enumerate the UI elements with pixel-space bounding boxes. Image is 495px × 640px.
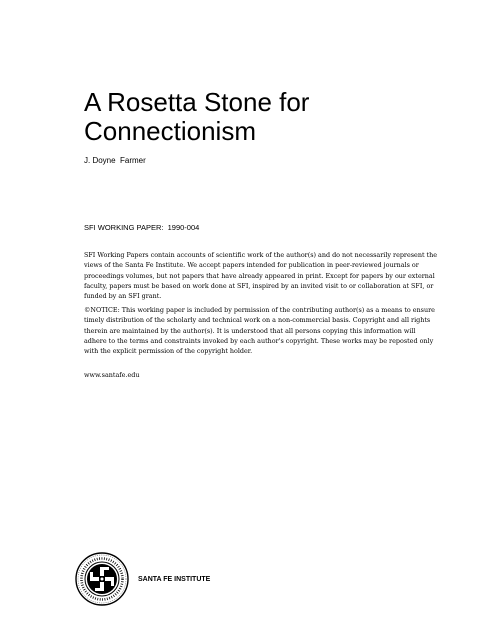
- working-paper-number: SFI WORKING PAPER: 1990-004: [84, 223, 200, 232]
- paper-title-line-1: A Rosetta Stone for: [84, 87, 310, 117]
- paper-title: [84, 88, 464, 146]
- notice-line: ©NOTICE: This working paper is included by permission of the contributing author(s) as a means to ensure: [84, 306, 435, 314]
- disclaimer-line: views of the Santa Fe Institute. We accept papers intended for publication in peer-reviewed journals or: [84, 261, 419, 270]
- disclaimer-line: proceedings volumes, but not papers that have already appeared in print. Except for papers by our external: [84, 271, 435, 280]
- institute-name: SANTA FE INSTITUTE: [138, 576, 211, 583]
- copyright-notice-paragraph: [84, 305, 435, 356]
- disclaimer-paragraph: [84, 250, 438, 301]
- disclaimer-line: SFI Working Papers contain accounts of scientific work of the author(s) and do not necessarily represent the: [84, 251, 438, 259]
- notice-line: therein are maintained by the author(s). It is understood that all persons copying this information will: [84, 326, 416, 335]
- santa-fe-institute-seal-icon: [74, 551, 130, 607]
- author-name: J. Doyne Farmer: [84, 156, 146, 165]
- notice-line: timely distribution of the scholarly and technical work on a non-commercial basis. Copyright and all rights: [84, 316, 431, 325]
- notice-line: with the explicit permission of the copyright holder.: [84, 347, 253, 356]
- disclaimer-line: faculty, papers must be based on work done at SFI, inspired by an invited visit to or collaboration at SFI, or: [84, 281, 434, 290]
- website-url: www.santafe.edu: [84, 371, 140, 379]
- disclaimer-line: funded by an SFI grant.: [84, 292, 162, 301]
- paper-title-line-2: Connectionism: [84, 116, 256, 146]
- notice-line: adhere to the terms and constraints invoked by each author's copyright. These works may be reposted only: [84, 336, 434, 345]
